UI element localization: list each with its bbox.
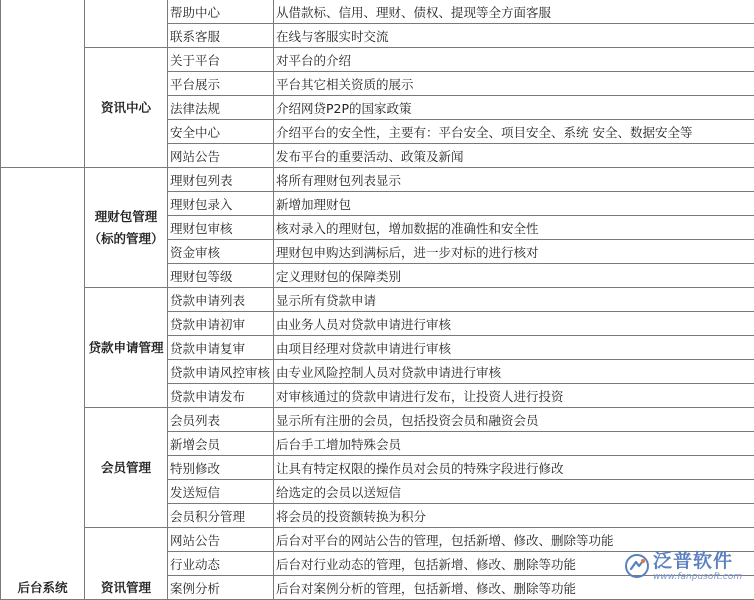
feature-cell: 关于平台 (168, 48, 274, 72)
module-cell-prev (85, 0, 168, 48)
feature-cell: 安全中心 (168, 120, 274, 144)
feature-cell: 理财包等级 (168, 264, 274, 288)
feature-cell: 行业动态 (168, 552, 274, 576)
feature-cell: 贷款申请发布 (168, 384, 274, 408)
table-row (1, 48, 754, 72)
description-cell: 显示所有注册的会员，包括投资会员和融资会员 (274, 408, 754, 432)
description-cell: 由专业风险控制人员对贷款申请进行审核 (274, 360, 754, 384)
feature-cell: 法律法规 (168, 96, 274, 120)
feature-cell: 特别修改 (168, 456, 274, 480)
description-cell: 对审核通过的贷款申请进行发布，让投资人进行投资 (274, 384, 754, 408)
feature-cell: 理财包列表 (168, 168, 274, 192)
description-cell: 理财包申购达到满标后，进一步对标的进行核对 (274, 240, 754, 264)
watermark-url: www.fanpusoft.com (653, 572, 742, 582)
description-cell: 给选定的会员以送短信 (274, 480, 754, 504)
description-cell: 后台对行业动态的管理，包括新增、修改、删除等功能 (274, 552, 754, 576)
description-cell: 由业务人员对贷款申请进行审核 (274, 312, 754, 336)
description-cell: 新增加理财包 (274, 192, 754, 216)
module-name-sub: （标的管理） (85, 228, 167, 250)
feature-cell: 平台展示 (168, 72, 274, 96)
feature-cell: 帮助中心 (168, 0, 274, 24)
watermark-brand: 泛普软件 (653, 550, 742, 572)
feature-cell: 会员列表 (168, 408, 274, 432)
module-cell-loan: 贷款申请管理 (85, 288, 168, 408)
description-cell: 将会员的投资额转换为积分 (274, 504, 754, 528)
feature-cell: 资金审核 (168, 240, 274, 264)
feature-cell: 理财包录入 (168, 192, 274, 216)
brand-logo-icon (624, 553, 650, 579)
module-cell-wealth (85, 168, 168, 288)
description-cell: 对平台的介绍 (274, 48, 754, 72)
description-cell: 后台对案例分析的管理，包括新增、修改、删除等功能 (274, 576, 754, 600)
description-cell: 介绍平台的安全性，主要有：平台安全、项目安全、系统 安全、数据安全等 (274, 120, 754, 144)
description-cell: 让具有特定权限的操作员对会员的特殊字段进行修改 (274, 456, 754, 480)
feature-cell: 理财包审核 (168, 216, 274, 240)
module-name: 理财包管理 (85, 206, 167, 228)
description-cell: 从借款标、信用、理财、债权、提现等全方面客服 (274, 0, 754, 24)
feature-cell: 联系客服 (168, 24, 274, 48)
table-row (1, 0, 754, 24)
table-row (1, 168, 754, 192)
description-cell: 平台其它相关资质的展示 (274, 72, 754, 96)
table-row (1, 288, 754, 312)
description-cell: 后台对平台的网站公告的管理，包括新增、修改、删除等功能 (274, 528, 754, 552)
description-cell: 由项目经理对贷款申请进行审核 (274, 336, 754, 360)
feature-cell: 案例分析 (168, 576, 274, 600)
description-cell: 定义理财包的保障类别 (274, 264, 754, 288)
description-cell: 在线与客服实时交流 (274, 24, 754, 48)
feature-cell: 会员积分管理 (168, 504, 274, 528)
brand-watermark (624, 544, 750, 588)
feature-cell: 贷款申请初审 (168, 312, 274, 336)
table-row (1, 408, 754, 432)
feature-cell: 网站公告 (168, 528, 274, 552)
description-cell: 介绍网贷P2P的国家政策 (274, 96, 754, 120)
description-cell: 显示所有贷款申请 (274, 288, 754, 312)
description-cell: 发布平台的重要活动、政策及新闻 (274, 144, 754, 168)
system-cell-backend: 后台系统 (1, 168, 85, 600)
module-cell-news: 资讯中心 (85, 48, 168, 168)
feature-cell: 贷款申请列表 (168, 288, 274, 312)
system-cell-frontend (1, 0, 85, 168)
description-cell: 后台手工增加特殊会员 (274, 432, 754, 456)
feature-cell: 发送短信 (168, 480, 274, 504)
feature-cell: 新增会员 (168, 432, 274, 456)
description-cell: 核对录入的理财包，增加数据的准确性和安全性 (274, 216, 754, 240)
description-cell: 将所有理财包列表显示 (274, 168, 754, 192)
feature-cell: 网站公告 (168, 144, 274, 168)
module-cell-member: 会员管理 (85, 408, 168, 528)
module-cell-news-admin: 资讯管理 (85, 528, 168, 600)
feature-cell: 贷款申请风控审核 (168, 360, 274, 384)
feature-cell: 贷款申请复审 (168, 336, 274, 360)
